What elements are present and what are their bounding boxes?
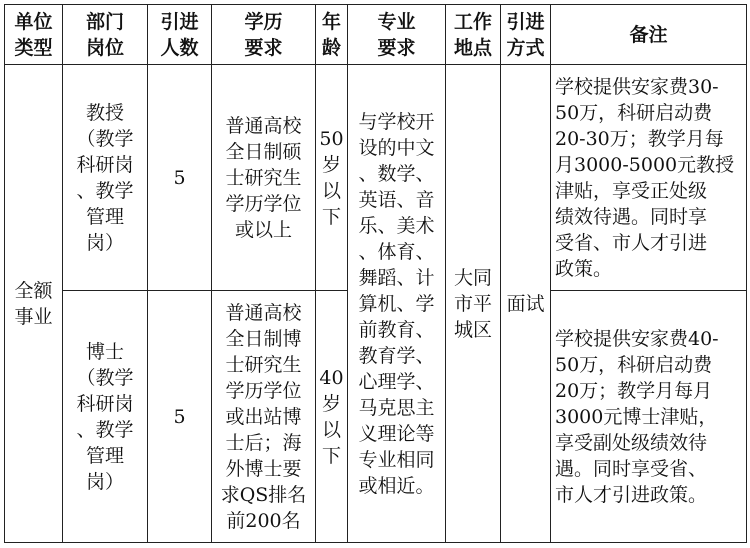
header-headcount: 引进 人数 <box>148 5 212 65</box>
header-method: 引进 方式 <box>501 5 551 65</box>
unit-type-cell: 全额 事业 <box>5 65 63 543</box>
header-age: 年 龄 <box>316 5 348 65</box>
position-cell: 教授 （教学 科研岗 、教学 管理 岗） <box>63 65 148 291</box>
header-location: 工作 地点 <box>446 5 501 65</box>
method-cell: 面试 <box>501 65 551 543</box>
remark-cell: 学校提供安家费40- 50万，科研启动费 20万；教学月每月 3000元博士津贴， 享受副处级绩效待 遇。同时享受省、 市人才引进政策。 <box>551 291 747 543</box>
header-unit-type: 单位 类型 <box>5 5 63 65</box>
position-cell: 博士 （教学 科研岗 、教学 管理 岗） <box>63 291 148 543</box>
age-cell: 40 岁 以 下 <box>316 291 348 543</box>
headcount-cell: 5 <box>148 65 212 291</box>
recruitment-table <box>4 4 747 543</box>
education-cell: 普通高校 全日制博 士研究生 学历学位 或出站博 士后；海 外博士要 求QS排名 前200名 <box>212 291 316 543</box>
age-cell: 50 岁 以 下 <box>316 65 348 291</box>
table-row <box>5 65 747 291</box>
header-major: 专业 要求 <box>348 5 446 65</box>
education-cell: 普通高校 全日制硕 士研究生 学历学位 或以上 <box>212 65 316 291</box>
headcount-cell: 5 <box>148 291 212 543</box>
header-dept-position: 部门 岗位 <box>63 5 148 65</box>
header-education: 学历 要求 <box>212 5 316 65</box>
header-remark: 备注 <box>551 5 747 65</box>
major-cell: 与学校开 设的中文 、数学、 英语、音 乐、美术 、体育、 舞蹈、计 算机、学 前教育、 教育学、 心理学、 马克思主 义理论等 专业相同 或相近。 <box>348 65 446 543</box>
header-row <box>5 5 747 65</box>
location-cell: 大同 市平 城区 <box>446 65 501 543</box>
remark-cell: 学校提供安家费30- 50万，科研启动费 20-30万；教学月每 月3000-5000元教授 津贴，享受正处级 绩效待遇。同时享 受省、市人才引进 政策。 <box>551 65 747 291</box>
